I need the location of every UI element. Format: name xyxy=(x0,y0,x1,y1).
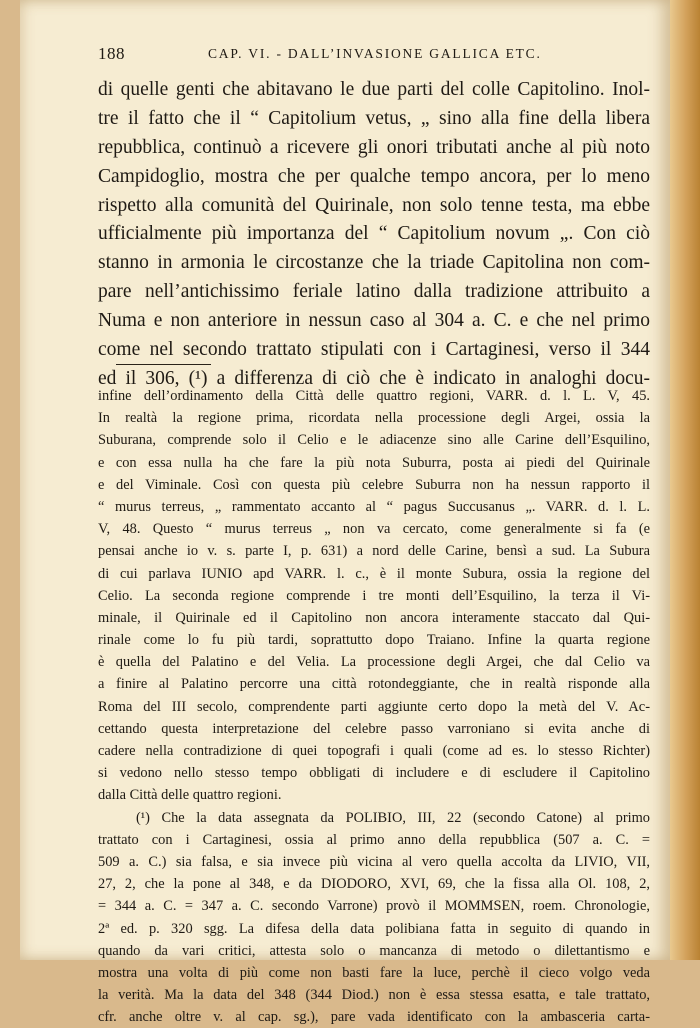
footnote-line: cfr. anche oltre v. al cap. sg.), pare vada identificato con la ambasceria carta- xyxy=(98,1009,650,1026)
main-text xyxy=(98,76,650,394)
footnote-line: = 344 a. C. = 347 a. C. secondo Varrone) provò il MOMMSEN, roem. Chronologie, xyxy=(98,898,650,915)
text-line: Campidoglio, mostra che per qualche tempo ancora, per lo meno xyxy=(98,165,650,187)
footnote-line: cettando questa interpretazione del celebre passo varroniano si evita anche di xyxy=(98,720,650,737)
text-line: rispetto alla comunità del Quirinale, non solo tenne testa, ma ebbe xyxy=(98,194,650,216)
footnote-line: di cui parlava IUNIO apd VARR. l. c., è il monte Subura, ossia la regione del xyxy=(98,565,650,582)
running-head xyxy=(98,40,658,64)
footnote-line: a finire al Palatino percorre una città rotondeggiante, che in realtà risponde alla xyxy=(98,676,650,693)
footnote-line: In realtà la regione prima, ricordata nella processione degli Argei, ossia la xyxy=(98,410,650,427)
footnote-divider xyxy=(116,364,211,365)
text-line: Numa e non anteriore in nessun caso al 304 a. C. e che nel primo xyxy=(98,310,650,332)
text-line: ufficialmente più importanza del “ Capitolium novum „. Con ciò xyxy=(98,223,650,245)
footnote-line: “ murus terreus, „ rammentato accanto al “ pagus Succusanus „. VARR. d. l. L. xyxy=(98,498,650,515)
footnote-line: 27, 2, che la pone al 348, e da DIODORO, XVI, 69, che la fissa alla Ol. 108, 2, xyxy=(98,876,650,893)
footnote-line: mostra una volta di più come non basti fare la luce, perchè il cieco volgo veda xyxy=(98,964,650,981)
footnote-line: Suburana, comprende solo il Celio e le adiacenze sino alle Carine dell’Esquilino, xyxy=(98,432,650,449)
footnote-line: (¹) Che la data assegnata da POLIBIO, III, 22 (secondo Catone) al primo xyxy=(136,809,650,826)
footnote-line: minale, il Quirinale ed il Capitolino non ancora interamente staccato dal Qui- xyxy=(98,609,650,626)
footnote-line: e del Viminale. Così con questa più celebre Suburra non ha nessun rapporto il xyxy=(98,476,650,493)
text-line: come nel secondo trattato stipulati con i Cartaginesi, verso il 344 xyxy=(98,339,650,361)
text-line: stanno in armonia le circostanze che la triade Capitolina non com- xyxy=(98,252,650,274)
page-number: 188 xyxy=(98,44,125,63)
footnote-line: infine dell’ordinamento della Città delle quattro regioni, VARR. d. l. L. V, 45. xyxy=(98,388,650,404)
footnote-line: pensai anche io v. s. parte I, p. 631) a nord delle Carine, bensì a sud. La Subura xyxy=(98,543,650,560)
running-title: CAP. VI. - DALL’INVASIONE GALLICA ETC. xyxy=(208,46,542,61)
footnote-line: rinale come lo fu più tardi, soprattutto dopo Traiano. Infine la quarta regione xyxy=(98,632,650,649)
text-line: repubblica, continuò a ricevere gli onori tributati anche al più noto xyxy=(98,136,650,158)
footnote-line: si vedono nello stesso tempo obbligati di includere e di escludere il Capitolino xyxy=(98,765,650,782)
footnote-line: 2ª ed. p. 320 sgg. La difesa della data polibiana fatta in seguito di quando in xyxy=(98,920,650,937)
text-line: pare nell’antichissimo feriale latino dalla tradizione attribuito a xyxy=(98,281,650,303)
footnotes xyxy=(98,385,650,1028)
footnote-line: quando da vari critici, attesta solo o mancanza di metodo o dilettantismo e xyxy=(98,942,650,959)
footnote-line: Roma del III secolo, comprendente parti aggiunte certo dopo la metà del V. Ac- xyxy=(98,698,650,715)
page-edge xyxy=(670,0,700,960)
book-page xyxy=(20,0,670,1026)
text-line: di quelle genti che abitavano le due parti del colle Capitolino. Inol- xyxy=(98,79,650,100)
footnote-line: 509 a. C.) sia falsa, e sia invece più vicina al vero quella accolta da LIVIO, VII, xyxy=(98,853,650,870)
footnote-line: Celio. La seconda regione comprende i tre monti dell’Esquilino, la terza il Vi- xyxy=(98,587,650,604)
footnote-line: V, 48. Questo “ murus terreus „ non va cercato, come generalmente si fa (e xyxy=(98,521,650,538)
footnote-line: cadere nella contradizione di quei topografi i quali (come ad es. lo stesso Richter) xyxy=(98,743,650,759)
footnote-line: e con essa nulla ha che fare la più nota Suburra, posta ai piedi del Quirinale xyxy=(98,454,650,471)
footnote-line: trattato con i Cartaginesi, ossia al primo anno della repubblica (507 a. C. = xyxy=(98,831,650,848)
footnote-line: è quella del Palatino e del Velia. La processione degli Argei, che dal Celio va xyxy=(98,654,650,671)
text-line: ed il 306, (¹) a differenza di ciò che è indicato in analoghi docu- xyxy=(98,367,650,389)
footnote-line: la verità. Ma la data del 348 (344 Diod.) non è essa stessa esatta, e tale trattato, xyxy=(98,987,650,1004)
footnote-line: dalla Città delle quattro regioni. xyxy=(98,787,282,804)
text-line: tre il fatto che il “ Capitolium vetus, „ sino alla fine della libera xyxy=(98,107,650,129)
